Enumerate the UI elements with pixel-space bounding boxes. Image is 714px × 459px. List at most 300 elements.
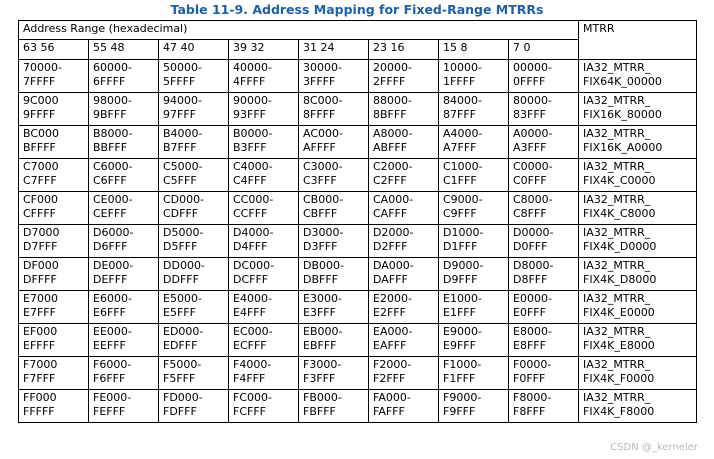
range-start: F5000-: [163, 358, 202, 371]
bit-range-header: 23 16: [369, 40, 439, 60]
header-row-range: [19, 21, 697, 40]
range-end: DEFFF: [93, 273, 128, 286]
address-range-cell: [369, 225, 439, 258]
mtrr-name-line: FIX64K_00000: [583, 75, 662, 88]
range-end: FCFFF: [233, 405, 266, 418]
address-range-cell: [159, 159, 229, 192]
range-end: FAFFF: [373, 405, 405, 418]
range-start: FA000-: [373, 391, 411, 404]
range-end: D3FFF: [303, 240, 338, 253]
bit-range-header: 55 48: [89, 40, 159, 60]
range-end: E6FFF: [93, 306, 126, 319]
range-end: 1FFFF: [443, 75, 476, 88]
address-range-cell: [19, 159, 89, 192]
range-start: DD000-: [163, 259, 205, 272]
table-row: [19, 324, 697, 357]
range-start: C9000-: [443, 193, 483, 206]
address-range-cell: [439, 291, 509, 324]
range-start: D4000-: [233, 226, 274, 239]
range-start: F3000-: [303, 358, 342, 371]
address-range-cell: [299, 324, 369, 357]
mtrr-name-line: IA32_MTRR_: [583, 226, 651, 239]
address-range-cell: [299, 192, 369, 225]
address-range-cell: [229, 291, 299, 324]
bit-range-header: 47 40: [159, 40, 229, 60]
range-start: 94000-: [163, 94, 202, 107]
mtrr-name-line: FIX16K_80000: [583, 108, 662, 121]
table-row: [19, 390, 697, 423]
mtrr-name-line: FIX4K_F0000: [583, 372, 655, 385]
range-start: C3000-: [303, 160, 343, 173]
range-start: CF000: [23, 193, 59, 206]
address-range-cell: [229, 192, 299, 225]
range-end: 0FFFF: [513, 75, 546, 88]
mtrr-name-cell: [579, 258, 697, 291]
address-range-cell: [159, 225, 229, 258]
range-end: D8FFF: [513, 273, 548, 286]
address-range-cell: [89, 390, 159, 423]
range-start: 40000-: [233, 61, 272, 74]
mtrr-name-line: IA32_MTRR_: [583, 292, 651, 305]
range-start: EC000-: [233, 325, 273, 338]
range-start: EA000-: [373, 325, 413, 338]
mtrr-name-cell: [579, 192, 697, 225]
bit-range-header: 7 0: [509, 40, 579, 60]
mtrr-name-cell: [579, 93, 697, 126]
address-range-cell: [369, 324, 439, 357]
range-end: 9FFFF: [23, 108, 56, 121]
address-range-cell: [159, 291, 229, 324]
address-range-header: Address Range (hexadecimal): [19, 21, 579, 40]
range-end: B7FFF: [163, 141, 197, 154]
range-start: ED000-: [163, 325, 204, 338]
address-range-cell: [369, 291, 439, 324]
table-row: [19, 225, 697, 258]
table-row: [19, 291, 697, 324]
range-start: E6000-: [93, 292, 132, 305]
range-end: F3FFF: [303, 372, 336, 385]
range-start: DF000: [23, 259, 59, 272]
address-range-cell: [509, 258, 579, 291]
address-range-cell: [509, 60, 579, 93]
address-range-cell: [439, 324, 509, 357]
range-end: CEFFF: [93, 207, 127, 220]
address-range-cell: [89, 357, 159, 390]
range-start: D8000-: [513, 259, 554, 272]
range-end: 4FFFF: [233, 75, 266, 88]
address-range-cell: [159, 192, 229, 225]
range-end: F1FFF: [443, 372, 476, 385]
bit-range-header: 63 56: [19, 40, 89, 60]
range-start: DB000-: [303, 259, 344, 272]
address-range-cell: [229, 324, 299, 357]
range-start: C7000: [23, 160, 59, 173]
range-end: DFFFF: [23, 273, 57, 286]
address-range-cell: [369, 192, 439, 225]
address-range-cell: [369, 357, 439, 390]
range-start: C5000-: [163, 160, 203, 173]
range-end: E8FFF: [513, 339, 546, 352]
range-start: EF000: [23, 325, 58, 338]
range-end: E4FFF: [233, 306, 266, 319]
table-row: [19, 192, 697, 225]
range-end: 93FFF: [233, 108, 266, 121]
range-end: EAFFF: [373, 339, 407, 352]
range-end: E1FFF: [443, 306, 476, 319]
address-range-cell: [89, 258, 159, 291]
address-range-cell: [89, 159, 159, 192]
address-range-cell: [89, 225, 159, 258]
range-start: A0000-: [513, 127, 553, 140]
range-start: CD000-: [163, 193, 205, 206]
range-start: D5000-: [163, 226, 204, 239]
range-start: FC000-: [233, 391, 272, 404]
bit-range-header: 15 8: [439, 40, 509, 60]
range-end: C7FFF: [23, 174, 57, 187]
table-row: [19, 93, 697, 126]
range-start: F9000-: [443, 391, 482, 404]
address-range-cell: [89, 93, 159, 126]
range-end: E2FFF: [373, 306, 406, 319]
range-start: D0000-: [513, 226, 554, 239]
range-end: F8FFF: [513, 405, 546, 418]
range-end: CFFFF: [23, 207, 56, 220]
range-start: D1000-: [443, 226, 484, 239]
address-range-cell: [159, 60, 229, 93]
address-range-cell: [439, 93, 509, 126]
mtrr-name-line: IA32_MTRR_: [583, 391, 651, 404]
bit-range-header: 31 24: [299, 40, 369, 60]
range-end: E7FFF: [23, 306, 56, 319]
address-range-cell: [439, 126, 509, 159]
address-range-cell: [89, 126, 159, 159]
range-start: E7000: [23, 292, 58, 305]
range-end: C6FFF: [93, 174, 127, 187]
address-range-cell: [229, 93, 299, 126]
range-end: 8FFFF: [303, 108, 336, 121]
address-range-cell: [19, 258, 89, 291]
address-range-cell: [229, 126, 299, 159]
address-range-cell: [229, 159, 299, 192]
range-end: 8BFFF: [373, 108, 407, 121]
address-range-cell: [19, 390, 89, 423]
address-range-cell: [369, 258, 439, 291]
range-end: F0FFF: [513, 372, 546, 385]
range-end: 7FFFF: [23, 75, 56, 88]
mtrr-name-cell: [579, 357, 697, 390]
range-end: B3FFF: [233, 141, 267, 154]
mtrr-name-cell: [579, 159, 697, 192]
address-range-cell: [369, 93, 439, 126]
range-start: FE000-: [93, 391, 132, 404]
table-row: [19, 357, 697, 390]
address-range-cell: [299, 258, 369, 291]
address-range-cell: [369, 60, 439, 93]
range-end: D9FFF: [443, 273, 478, 286]
range-start: EB000-: [303, 325, 343, 338]
range-start: CE000-: [93, 193, 133, 206]
range-end: ABFFF: [373, 141, 408, 154]
range-end: 97FFF: [163, 108, 196, 121]
range-start: FB000-: [303, 391, 342, 404]
mtrr-name-cell: [579, 390, 697, 423]
range-start: 90000-: [233, 94, 272, 107]
address-range-cell: [159, 93, 229, 126]
range-end: D4FFF: [233, 240, 268, 253]
address-range-cell: [229, 258, 299, 291]
range-start: D2000-: [373, 226, 414, 239]
range-end: F5FFF: [163, 372, 196, 385]
address-range-cell: [19, 225, 89, 258]
range-end: DAFFF: [373, 273, 408, 286]
table-title: Table 11-9. Address Mapping for Fixed-Range MTRRs: [170, 2, 544, 17]
range-end: E5FFF: [163, 306, 196, 319]
mtrr-name-line: FIX4K_C0000: [583, 174, 656, 187]
range-end: E0FFF: [513, 306, 546, 319]
range-end: C2FFF: [373, 174, 407, 187]
address-range-cell: [439, 225, 509, 258]
range-end: CAFFF: [373, 207, 408, 220]
range-end: FEFFF: [93, 405, 126, 418]
range-end: ECFFF: [233, 339, 267, 352]
range-start: F0000-: [513, 358, 552, 371]
mtrr-name-line: IA32_MTRR_: [583, 127, 651, 140]
range-start: 20000-: [373, 61, 412, 74]
range-end: 5FFFF: [163, 75, 196, 88]
range-end: CCFFF: [233, 207, 268, 220]
range-end: D5FFF: [163, 240, 198, 253]
mtrr-name-cell: [579, 225, 697, 258]
range-end: F9FFF: [443, 405, 476, 418]
range-end: C5FFF: [163, 174, 197, 187]
address-range-cell: [299, 225, 369, 258]
address-range-cell: [159, 390, 229, 423]
range-end: FFFFF: [23, 405, 55, 418]
range-end: EDFFF: [163, 339, 198, 352]
address-range-cell: [159, 126, 229, 159]
address-range-cell: [89, 192, 159, 225]
range-end: EBFFF: [303, 339, 337, 352]
range-end: D1FFF: [443, 240, 478, 253]
range-start: 8C000-: [303, 94, 343, 107]
range-start: 88000-: [373, 94, 412, 107]
range-start: 9C000: [23, 94, 59, 107]
address-range-cell: [299, 291, 369, 324]
range-start: CC000-: [233, 193, 274, 206]
watermark: CSDN @_kerneler: [610, 442, 698, 453]
range-start: C4000-: [233, 160, 273, 173]
address-range-cell: [439, 159, 509, 192]
range-start: E5000-: [163, 292, 202, 305]
address-range-cell: [369, 126, 439, 159]
address-range-cell: [299, 93, 369, 126]
range-end: C4FFF: [233, 174, 267, 187]
address-range-cell: [229, 390, 299, 423]
range-end: 3FFFF: [303, 75, 336, 88]
range-end: FBFFF: [303, 405, 336, 418]
range-start: DC000-: [233, 259, 275, 272]
range-start: 98000-: [93, 94, 132, 107]
address-range-cell: [159, 324, 229, 357]
range-end: BFFFF: [23, 141, 56, 154]
address-range-cell: [509, 159, 579, 192]
address-range-cell: [369, 159, 439, 192]
mtrr-name-line: IA32_MTRR_: [583, 160, 651, 173]
address-range-cell: [439, 60, 509, 93]
address-range-cell: [19, 126, 89, 159]
mtrr-header: MTRR: [579, 21, 697, 60]
range-start: B4000-: [163, 127, 203, 140]
address-range-cell: [369, 390, 439, 423]
range-end: D0FFF: [513, 240, 548, 253]
range-start: 00000-: [513, 61, 552, 74]
range-end: 87FFF: [443, 108, 476, 121]
range-end: F4FFF: [233, 372, 266, 385]
mtrr-name-line: IA32_MTRR_: [583, 358, 651, 371]
range-end: E3FFF: [303, 306, 336, 319]
mtrr-name-line: IA32_MTRR_: [583, 325, 651, 338]
range-start: C6000-: [93, 160, 133, 173]
range-start: 10000-: [443, 61, 482, 74]
range-end: DBFFF: [303, 273, 338, 286]
range-end: EEFFF: [93, 339, 126, 352]
mtrr-name-line: FIX4K_C8000: [583, 207, 656, 220]
address-range-cell: [509, 291, 579, 324]
range-start: E8000-: [513, 325, 552, 338]
address-range-cell: [439, 258, 509, 291]
mtrr-name-cell: [579, 324, 697, 357]
range-end: 83FFF: [513, 108, 546, 121]
mtrr-name-line: FIX4K_E0000: [583, 306, 655, 319]
address-range-cell: [509, 225, 579, 258]
range-end: C0FFF: [513, 174, 547, 187]
range-start: E9000-: [443, 325, 482, 338]
address-range-cell: [299, 60, 369, 93]
range-start: E3000-: [303, 292, 342, 305]
mtrr-name-line: FIX4K_F8000: [583, 405, 655, 418]
bit-range-header: 39 32: [229, 40, 299, 60]
range-start: DA000-: [373, 259, 414, 272]
address-range-cell: [299, 390, 369, 423]
mtrr-address-mapping-table: [18, 20, 697, 423]
address-range-cell: [229, 357, 299, 390]
mtrr-name-line: FIX16K_A0000: [583, 141, 663, 154]
mtrr-name-cell: [579, 291, 697, 324]
range-end: FDFFF: [163, 405, 197, 418]
range-start: F1000-: [443, 358, 482, 371]
range-start: E4000-: [233, 292, 272, 305]
table-row: [19, 60, 697, 93]
range-start: B8000-: [93, 127, 133, 140]
address-range-cell: [299, 357, 369, 390]
mtrr-name-line: IA32_MTRR_: [583, 259, 651, 272]
range-start: A8000-: [373, 127, 413, 140]
address-range-cell: [439, 390, 509, 423]
range-end: AFFFF: [303, 141, 336, 154]
range-end: A7FFF: [443, 141, 477, 154]
range-start: 80000-: [513, 94, 552, 107]
mtrr-name-line: IA32_MTRR_: [583, 193, 651, 206]
range-start: D9000-: [443, 259, 484, 272]
range-end: F2FFF: [373, 372, 406, 385]
range-start: C2000-: [373, 160, 413, 173]
range-end: 6FFFF: [93, 75, 126, 88]
range-start: CB000-: [303, 193, 344, 206]
range-end: A3FFF: [513, 141, 547, 154]
range-end: D7FFF: [23, 240, 58, 253]
range-end: DDFFF: [163, 273, 199, 286]
address-range-cell: [159, 357, 229, 390]
range-end: CDFFF: [163, 207, 199, 220]
range-start: F2000-: [373, 358, 412, 371]
range-end: C1FFF: [443, 174, 477, 187]
address-range-cell: [89, 324, 159, 357]
address-range-cell: [19, 60, 89, 93]
mtrr-name-line: IA32_MTRR_: [583, 94, 651, 107]
range-start: E0000-: [513, 292, 552, 305]
address-range-cell: [229, 60, 299, 93]
mtrr-name-line: IA32_MTRR_: [583, 61, 651, 74]
range-start: F7000: [23, 358, 58, 371]
table-row: [19, 258, 697, 291]
range-end: F6FFF: [93, 372, 126, 385]
range-start: E1000-: [443, 292, 482, 305]
address-range-cell: [19, 324, 89, 357]
address-range-cell: [19, 192, 89, 225]
range-end: C3FFF: [303, 174, 337, 187]
range-start: 50000-: [163, 61, 202, 74]
range-start: CA000-: [373, 193, 414, 206]
range-start: AC000-: [303, 127, 343, 140]
range-start: A4000-: [443, 127, 483, 140]
range-end: C9FFF: [443, 207, 477, 220]
range-end: D6FFF: [93, 240, 128, 253]
range-end: 9BFFF: [93, 108, 127, 121]
address-range-cell: [89, 291, 159, 324]
range-start: FF000: [23, 391, 57, 404]
range-start: F6000-: [93, 358, 132, 371]
range-end: D2FFF: [373, 240, 408, 253]
address-range-cell: [19, 357, 89, 390]
range-end: 2FFFF: [373, 75, 406, 88]
address-range-cell: [19, 93, 89, 126]
table-row: [19, 126, 697, 159]
range-end: C8FFF: [513, 207, 547, 220]
range-end: BBFFF: [93, 141, 128, 154]
address-range-cell: [299, 126, 369, 159]
range-start: D7000: [23, 226, 60, 239]
address-range-cell: [229, 225, 299, 258]
range-start: F4000-: [233, 358, 272, 371]
address-range-cell: [439, 192, 509, 225]
range-end: E9FFF: [443, 339, 476, 352]
range-start: 70000-: [23, 61, 62, 74]
mtrr-name-cell: [579, 60, 697, 93]
range-end: EFFFF: [23, 339, 56, 352]
mtrr-name-cell: [579, 126, 697, 159]
range-start: C8000-: [513, 193, 553, 206]
range-start: EE000-: [93, 325, 132, 338]
range-start: DE000-: [93, 259, 134, 272]
range-start: E2000-: [373, 292, 412, 305]
mtrr-name-line: FIX4K_D8000: [583, 273, 657, 286]
mtrr-name-line: FIX4K_E8000: [583, 339, 655, 352]
address-range-cell: [159, 258, 229, 291]
range-start: BC000: [23, 127, 60, 140]
range-start: F8000-: [513, 391, 552, 404]
address-range-cell: [19, 291, 89, 324]
table-row: [19, 159, 697, 192]
